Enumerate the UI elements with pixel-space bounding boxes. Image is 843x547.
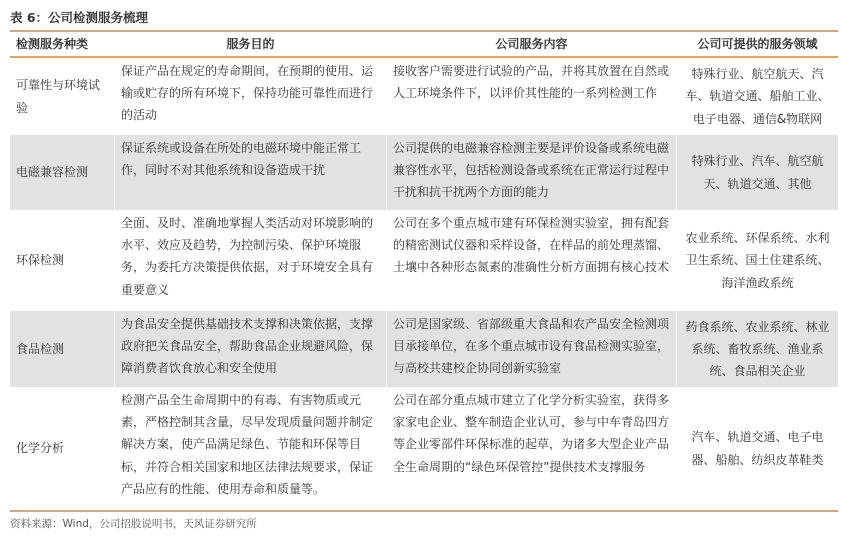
table-row	[10, 58, 838, 135]
source-note: 资料来源：Wind，公司招股说明书，天风证券研究所	[10, 518, 257, 530]
cell-company-content: 接收客户需要进行试验的产品，并将其放置在自然或人工环境条件下，以评价其性能的一系列检测工作	[386, 58, 676, 135]
header-service-type: 检测服务种类	[16, 37, 89, 51]
cell-company-content: 公司在部分重点城市建立了化学分析实验室，获得多家家电企业、整车制造企业认可，参与中车青岛四方等企业零部件环保标准的起草，为诸多大型企业产品全生命周期的“绿色环保管控”提供技术支撑服务	[386, 387, 676, 510]
cell-service-fields: 特殊行业、航空航天、汽车、轨道交通、船舶工业、电子电器、通信&物联网	[676, 58, 838, 135]
cell-service-purpose: 为食品安全提供基础技术支撑和决策依据，支撑政府把关食品安全，帮助食品企业规避风险，保障消费者饮食放心和安全使用	[114, 311, 386, 387]
cell-service-type: 环保检测	[16, 253, 65, 268]
cell-service-purpose: 检测产品全生命周期中的有毒、有害物质或元素，严格控制其含量，尽早发现质量问题并制定解决方案，使产品满足绿色、节能和环保等目标，并符合相关国家和地区法律法规要求，保证产品应有的性能、使用寿命和质量等。	[114, 387, 386, 510]
cell-service-fields: 特殊行业、汽车、航空航天、轨道交通、其他	[676, 135, 838, 210]
cell-service-type: 食品检测	[16, 341, 65, 356]
service-table	[10, 30, 838, 512]
cell-service-fields: 汽车、轨道交通、电子电器、船舶、纺织皮革鞋类	[676, 387, 838, 510]
cell-company-content: 公司提供的电磁兼容检测主要是评价设备或系统电磁兼容性水平，包括检测设备或系统在正常运行过程中干扰和抗干扰两个方面的能力	[386, 135, 676, 210]
header-company-content: 公司服务内容	[386, 32, 676, 56]
cell-company-content: 公司在多个重点城市建有环保检测实验室，拥有配套的精密测试仪器和采样设备，在样品的前处理蒸馏、土壤中各种形态氮素的准确性分析方面拥有核心技术	[386, 210, 676, 311]
table-row	[10, 387, 838, 510]
cell-service-purpose: 保证产品在规定的寿命期间，在预期的使用、运输或贮存的所有环境下，保持功能可靠性而进行的活动	[114, 58, 386, 135]
cell-service-fields: 农业系统、环保系统、水利卫生系统、国土住建系统、海洋渔政系统	[676, 210, 838, 311]
table-row	[10, 210, 838, 311]
table-row	[10, 135, 838, 210]
cell-service-purpose: 全面、及时、准确地掌握人类活动对环境影响的水平、效应及趋势，为控制污染、保护环境服务，为委托方决策提供依据，对于环境安全具有重要意义	[114, 210, 386, 311]
cell-service-purpose: 保证系统或设备在所处的电磁环境中能正常工作，同时不对其他系统和设备造成干扰	[114, 135, 386, 210]
table-row	[10, 311, 838, 387]
cell-service-type: 化学分析	[16, 441, 65, 456]
cell-service-type: 可靠性与环境试验	[16, 78, 101, 115]
table-header-row	[10, 32, 838, 58]
cell-service-type: 电磁兼容检测	[16, 165, 89, 180]
table-title: 表 6：公司检测服务梳理	[10, 10, 149, 25]
header-service-fields: 公司可提供的服务领域	[676, 32, 838, 56]
cell-company-content: 公司是国家级、省部级重大食品和农产品安全检测项目承接单位，在多个重点城市设有食品检测实验室，与高校共建校企协同创新实验室	[386, 311, 676, 387]
header-service-purpose: 服务目的	[114, 32, 386, 56]
cell-service-fields: 药食系统、农业系统、林业系统、畜牧系统、渔业系统、食品相关企业	[676, 311, 838, 387]
